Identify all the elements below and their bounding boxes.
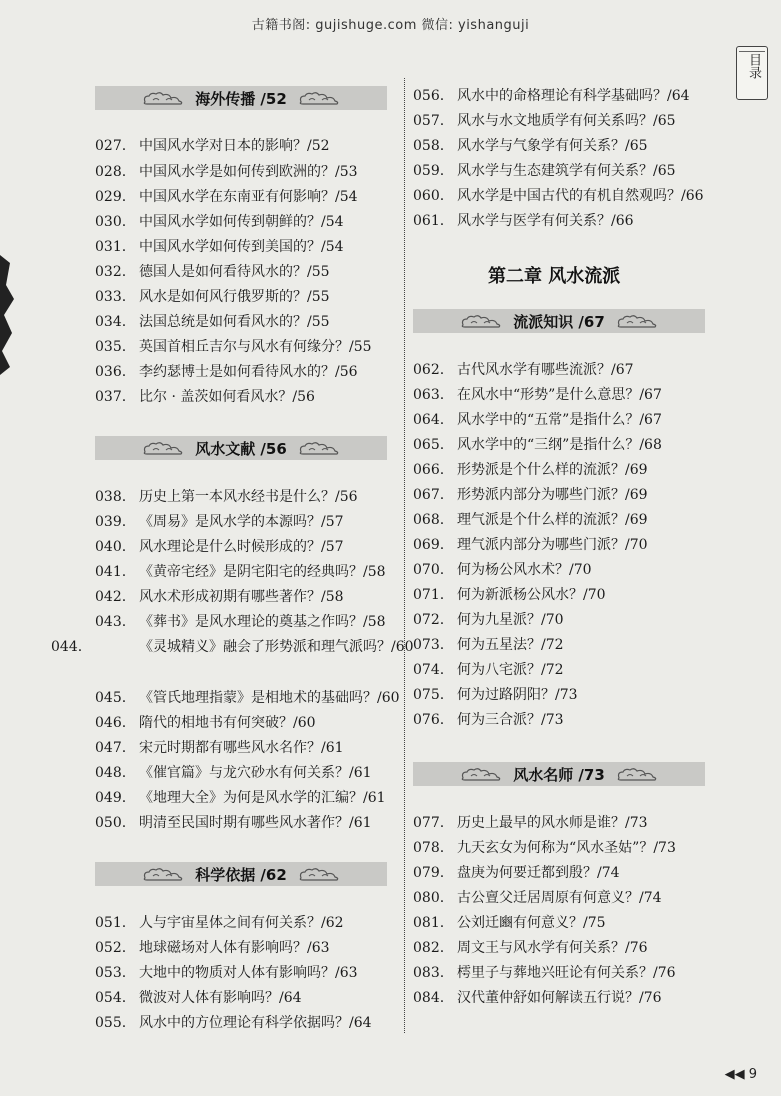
entry-number: 072.: [413, 612, 445, 628]
entry-number: 049.: [95, 790, 127, 806]
page-arrow-icon: ◀◀: [724, 1067, 749, 1082]
entry-number: 067.: [413, 487, 445, 503]
toc-entry[interactable]: [95, 761, 372, 786]
entry-number: 082.: [413, 940, 445, 956]
cloud-ornament-icon: [141, 866, 185, 882]
entry-text: 汉代董仲舒如何解读五行说？/76: [457, 990, 662, 1006]
entry-text: 古公亶父迁居周原有何意义？/74: [457, 890, 662, 906]
section-header-masters: [413, 762, 705, 786]
entry-text: 风水学是中国古代的有机自然观吗？/66: [457, 188, 704, 204]
section-title: 风水名师 /73: [513, 765, 605, 784]
cloud-ornament-icon: [141, 440, 185, 456]
entry-text: 比尔 · 盖茨如何看风水？/56: [139, 389, 315, 405]
toc-entry[interactable]: [95, 936, 330, 961]
toc-entry[interactable]: [413, 633, 564, 658]
entry-text: 隋代的相地书有何突破？/60: [139, 715, 316, 731]
entry-number: 044.: [51, 639, 83, 655]
binding-edge-marks: [0, 255, 18, 375]
entry-number: 080.: [413, 890, 445, 906]
entry-number: 065.: [413, 437, 445, 453]
cloud-ornament-icon: [141, 90, 185, 106]
entry-number: 052.: [95, 940, 127, 956]
entry-text: 中国风水学如何传到朝鲜的？/54: [139, 214, 344, 230]
entry-text: 中国风水学在东南亚有何影响？/54: [139, 189, 358, 205]
toc-entry[interactable]: [413, 184, 704, 209]
entry-text: 理气派是个什么样的流派？/69: [457, 512, 648, 528]
entry-text: 微波对人体有影响吗？/64: [139, 990, 302, 1006]
entry-text: 历史上最早的风水师是谁？/73: [457, 815, 648, 831]
toc-entry[interactable]: [413, 583, 606, 608]
entry-number: 073.: [413, 637, 445, 653]
entry-number: 060.: [413, 188, 445, 204]
entry-number: 035.: [95, 339, 127, 355]
entry-number: 083.: [413, 965, 445, 981]
section-header-schools: [413, 309, 705, 333]
toc-entry[interactable]: [413, 134, 648, 159]
toc-entry[interactable]: [95, 235, 344, 260]
entry-number: 045.: [95, 690, 127, 706]
entry-number: 028.: [95, 164, 127, 180]
toc-entry[interactable]: [95, 360, 358, 385]
toc-entry[interactable]: [95, 786, 386, 811]
toc-entry[interactable]: [95, 911, 344, 936]
toc-entry[interactable]: [413, 84, 690, 109]
entry-number: 029.: [95, 189, 127, 205]
section-title: 海外传播 /52: [195, 89, 287, 108]
entry-text: 《葬书》是风水理论的奠基之作吗？/58: [139, 614, 386, 630]
toc-entry[interactable]: [95, 485, 358, 510]
cloud-ornament-icon: [615, 766, 659, 782]
cloud-ornament-icon: [297, 866, 341, 882]
entry-number: 036.: [95, 364, 127, 380]
entry-text: 何为过路阴阳？/73: [457, 687, 578, 703]
entry-number: 048.: [95, 765, 127, 781]
toc-entry[interactable]: [95, 736, 344, 761]
entry-text: 风水学与气象学有何关系？/65: [457, 138, 648, 154]
entry-number: 053.: [95, 965, 127, 981]
entry-number: 059.: [413, 163, 445, 179]
entry-number: 056.: [413, 88, 445, 104]
page-number: [725, 1067, 757, 1082]
toc-entry[interactable]: [95, 185, 358, 210]
entry-text: 风水术形成初期有哪些著作？/58: [139, 589, 344, 605]
entry-number: 054.: [95, 990, 127, 1006]
entry-number: 063.: [413, 387, 445, 403]
entry-number: 078.: [413, 840, 445, 856]
toc-entry[interactable]: [413, 936, 648, 961]
section-header-science: [95, 862, 387, 886]
toc-entry[interactable]: [95, 711, 316, 736]
toc-entry[interactable]: [413, 433, 662, 458]
cloud-ornament-icon: [459, 313, 503, 329]
toc-entry[interactable]: [95, 210, 344, 235]
entry-text: 《管氏地理指蒙》是相地术的基础吗？/60: [139, 690, 400, 706]
toc-entry[interactable]: [95, 961, 358, 986]
section-title: 科学依据 /62: [195, 865, 287, 884]
entry-text: 风水中的方位理论有科学依据吗？/64: [139, 1015, 372, 1031]
toc-entry[interactable]: [413, 961, 676, 986]
toc-entry[interactable]: [95, 160, 358, 185]
entry-text: 风水与水文地质学有何关系吗？/65: [457, 113, 676, 129]
entry-text: 英国首相丘吉尔与风水有何缘分？/55: [139, 339, 372, 355]
entry-text: 在风水中“形势”是什么意思？/67: [457, 387, 662, 403]
entry-number: 068.: [413, 512, 445, 528]
entry-text: 古代风水学有哪些流派？/67: [457, 362, 634, 378]
entry-number: 070.: [413, 562, 445, 578]
entry-text: 中国风水学对日本的影响？/52: [139, 138, 330, 154]
section-title: 流派知识 /67: [513, 312, 605, 331]
toc-entry[interactable]: [413, 483, 648, 508]
toc-entry[interactable]: [95, 285, 330, 310]
entry-text: 风水学与生态建筑学有何关系？/65: [457, 163, 676, 179]
entry-number: 066.: [413, 462, 445, 478]
entry-text: 风水是如何风行俄罗斯的？/55: [139, 289, 330, 305]
entry-number: 039.: [95, 514, 127, 530]
toc-entry[interactable]: [413, 608, 564, 633]
section-header-literature: [95, 436, 387, 460]
toc-entry[interactable]: [95, 385, 315, 410]
entry-number: 074.: [413, 662, 445, 678]
entry-text: 何为新派杨公风水？/70: [457, 587, 606, 603]
entry-text: 风水学中的“五常”是指什么？/67: [457, 412, 662, 428]
entry-text: 《黄帝宅经》是阴宅阳宅的经典吗？/58: [139, 564, 386, 580]
entry-number: 051.: [95, 915, 127, 931]
entry-text: 法国总统是如何看风水的？/55: [139, 314, 330, 330]
entry-text: 风水中的命格理论有科学基础吗？/64: [457, 88, 690, 104]
chapter-title: 第二章 风水流派: [488, 266, 621, 287]
entry-text: 《催官篇》与龙穴砂水有何关系？/61: [139, 765, 372, 781]
entry-text: 理气派内部分为哪些门派？/70: [457, 537, 648, 553]
entry-number: 050.: [95, 815, 127, 831]
entry-number: 081.: [413, 915, 445, 931]
cloud-ornament-icon: [459, 766, 503, 782]
entry-text: 九天玄女为何称为“风水圣姑”？/73: [457, 840, 676, 856]
entry-number: 069.: [413, 537, 445, 553]
entry-text: 风水理论是什么时候形成的？/57: [139, 539, 344, 555]
entry-text: 宋元时期都有哪些风水名作？/61: [139, 740, 344, 756]
entry-text: 何为三合派？/73: [457, 712, 564, 728]
entry-text: 人与宇宙星体之间有何关系？/62: [139, 915, 344, 931]
toc-entry[interactable]: [413, 209, 634, 234]
toc-entry[interactable]: [95, 335, 372, 360]
toc-entry[interactable]: [413, 836, 676, 861]
entry-text: 《灵城精义》融会了形势派和理气派吗？/60: [139, 639, 414, 655]
toc-entry[interactable]: [95, 811, 372, 836]
entry-number: 033.: [95, 289, 127, 305]
entry-text: 地球磁场对人体有影响吗？/63: [139, 940, 330, 956]
entry-text: 盘庚为何要迁都到殷？/74: [457, 865, 620, 881]
entry-number: 027.: [95, 138, 127, 154]
toc-entry[interactable]: [95, 986, 302, 1011]
entry-number: 041.: [95, 564, 127, 580]
entry-number: 032.: [95, 264, 127, 280]
entry-number: 038.: [95, 489, 127, 505]
entry-text: 何为八宅派？/72: [457, 662, 564, 678]
entry-number: 042.: [95, 589, 127, 605]
entry-text: 形势派内部分为哪些门派？/69: [457, 487, 648, 503]
toc-entry[interactable]: [413, 533, 648, 558]
entry-number: 064.: [413, 412, 445, 428]
entry-number: 031.: [95, 239, 127, 255]
toc-entry[interactable]: [413, 911, 606, 936]
toc-entry[interactable]: [413, 658, 564, 683]
entry-number: 030.: [95, 214, 127, 230]
entry-text: 中国风水学是如何传到欧洲的？/53: [139, 164, 358, 180]
side-tab-label: 目录: [746, 53, 761, 79]
toc-entry[interactable]: [51, 635, 424, 660]
toc-entry[interactable]: [413, 683, 578, 708]
section-header-overseas: [95, 86, 387, 110]
entry-number: 062.: [413, 362, 445, 378]
toc-entry[interactable]: [413, 408, 662, 433]
column-divider: [404, 78, 405, 1033]
toc-entry[interactable]: [413, 383, 662, 408]
entry-text: 樗里子与葬地兴旺论有何关系？/76: [457, 965, 676, 981]
toc-entry[interactable]: [413, 458, 648, 483]
entry-number: 037.: [95, 389, 127, 405]
entry-number: 047.: [95, 740, 127, 756]
entry-text: 德国人是如何看待风水的？/55: [139, 264, 330, 280]
entry-number: 055.: [95, 1015, 127, 1031]
toc-entry[interactable]: [95, 686, 400, 711]
toc-entry[interactable]: [413, 861, 620, 886]
toc-entry[interactable]: [413, 508, 648, 533]
entry-number: 057.: [413, 113, 445, 129]
entry-number: 079.: [413, 865, 445, 881]
toc-entry[interactable]: [413, 811, 648, 836]
toc-entry[interactable]: [95, 535, 344, 560]
chapter-side-tab: [736, 46, 768, 100]
entry-text: 中国风水学如何传到美国的？/54: [139, 239, 344, 255]
tab-top-rule: [739, 51, 765, 54]
toc-entry[interactable]: [95, 134, 330, 159]
entry-text: 明清至民国时期有哪些风水著作？/61: [139, 815, 372, 831]
entry-text: 何为杨公风水术？/70: [457, 562, 592, 578]
toc-entry[interactable]: [95, 310, 330, 335]
entry-text: 风水学与医学有何关系？/66: [457, 213, 634, 229]
entry-number: 058.: [413, 138, 445, 154]
entry-number: 061.: [413, 213, 445, 229]
entry-number: 075.: [413, 687, 445, 703]
toc-entry[interactable]: [413, 558, 592, 583]
entry-number: 084.: [413, 990, 445, 1006]
entry-text: 何为九星派？/70: [457, 612, 564, 628]
toc-entry[interactable]: [413, 886, 662, 911]
toc-entry[interactable]: [413, 986, 662, 1011]
entry-number: 071.: [413, 587, 445, 603]
entry-text: 李约瑟博士是如何看待风水的？/56: [139, 364, 358, 380]
entry-text: 大地中的物质对人体有影响吗？/63: [139, 965, 358, 981]
toc-entry[interactable]: [95, 260, 330, 285]
entry-text: 公刘迁豳有何意义？/75: [457, 915, 606, 931]
watermark-text: 古籍书阁: gujishuge.com 微信: yishanguji: [251, 18, 530, 33]
entry-number: 034.: [95, 314, 127, 330]
entry-text: 风水学中的“三纲”是指什么？/68: [457, 437, 662, 453]
entry-number: 076.: [413, 712, 445, 728]
entry-text: 《地理大全》为何是风水学的汇编？/61: [139, 790, 386, 806]
section-title: 风水文献 /56: [195, 439, 287, 458]
entry-text: 形势派是个什么样的流派？/69: [457, 462, 648, 478]
toc-entry[interactable]: [95, 585, 344, 610]
entry-number: 043.: [95, 614, 127, 630]
entry-number: 046.: [95, 715, 127, 731]
toc-entry[interactable]: [95, 1011, 372, 1036]
entry-text: 《周易》是风水学的本源吗？/57: [139, 514, 344, 530]
entry-text: 周文王与风水学有何关系？/76: [457, 940, 648, 956]
entry-text: 历史上第一本风水经书是什么？/56: [139, 489, 358, 505]
toc-entry[interactable]: [95, 560, 386, 585]
toc-entry[interactable]: [95, 610, 386, 635]
toc-entry[interactable]: [413, 708, 564, 733]
toc-entry[interactable]: [95, 510, 344, 535]
toc-entry[interactable]: [413, 109, 676, 134]
entry-number: 077.: [413, 815, 445, 831]
toc-entry[interactable]: [413, 358, 634, 383]
toc-entry[interactable]: [413, 159, 676, 184]
cloud-ornament-icon: [615, 313, 659, 329]
cloud-ornament-icon: [297, 90, 341, 106]
page-number-value: 9: [748, 1067, 757, 1082]
entry-number: 040.: [95, 539, 127, 555]
cloud-ornament-icon: [297, 440, 341, 456]
entry-text: 何为五星法？/72: [457, 637, 564, 653]
